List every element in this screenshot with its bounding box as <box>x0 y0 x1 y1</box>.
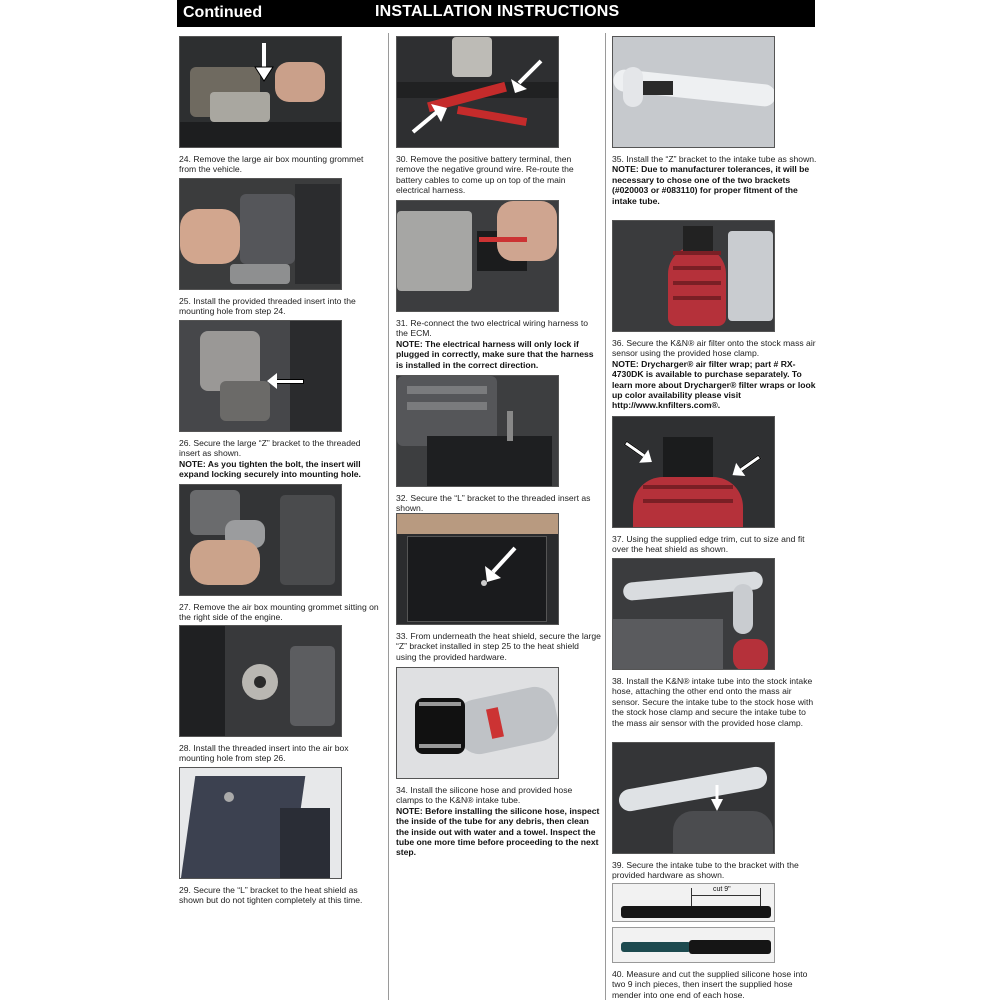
arrow-icon <box>252 41 276 85</box>
step-27-photo <box>179 484 342 596</box>
step-40-photo-mender <box>612 927 775 963</box>
step-28-caption: 28. Install the threaded insert into the air box mounting hole from step 26. <box>179 743 349 764</box>
step-33-photo <box>396 513 559 625</box>
step-34-note: NOTE: Before installing the silicone hose, inspect the inside of the tube for any debris, then clean the inside out with water and a towel. Inspect the tube one more time before proceeding to the next step. <box>396 805 600 858</box>
step-33 <box>396 513 601 662</box>
step-29-caption: 29. Secure the “L” bracket to the heat shield as shown but do not tighten completely at this time. <box>179 885 363 906</box>
step-39-caption: 39. Secure the intake tube to the bracket with the provided hardware as shown. <box>612 860 799 881</box>
step-27 <box>179 484 379 623</box>
step-27-caption: 27. Remove the air box mounting grommet sitting on the right side of the engine. <box>179 602 379 623</box>
step-36 <box>612 220 817 411</box>
step-34 <box>396 667 601 858</box>
continued-label: Continued <box>183 4 263 21</box>
step-26-caption: 26. Secure the large “Z” bracket to the threaded insert as shown. <box>179 438 361 459</box>
step-32-caption: 32. Secure the “L” bracket to the threaded insert as shown. <box>396 493 591 514</box>
step-37-photo <box>612 416 775 528</box>
step-35 <box>612 36 817 206</box>
step-35-photo <box>612 36 775 148</box>
step-26 <box>179 320 379 480</box>
step-30 <box>396 36 601 196</box>
arrow-icon <box>481 544 521 588</box>
step-24-photo <box>179 36 342 148</box>
page-title: INSTALLATION INSTRUCTIONS <box>375 3 620 20</box>
step-25-caption: 25. Install the provided threaded insert into the mounting hole from step 24. <box>179 296 356 317</box>
step-35-note: NOTE: Due to manufacturer tolerances, it will be necessary to chose one of the two brackets (#020003 or #083110) for proper fitment of the intake tube. <box>612 164 810 206</box>
step-31-note: NOTE: The electrical harness will only lock if plugged in correctly, make sure that the harness is installed in the correct direction. <box>396 338 594 370</box>
step-29-photo <box>179 767 342 879</box>
step-25 <box>179 178 379 317</box>
step-38 <box>612 558 817 728</box>
arrow-icon <box>739 455 762 473</box>
step-36-note: NOTE: Drycharger® air filter wrap; part # RX-4730DK is available to purchase separately. To learn more about Drycharger® filter wraps or look up color availability please visit http://www.knfilters.com®. <box>612 358 816 411</box>
step-37 <box>612 416 817 555</box>
step-39 <box>612 742 817 881</box>
arrow-icon <box>624 441 647 459</box>
step-40-caption: 40. Measure and cut the supplied silicone hose into two 9 inch pieces, then insert the supplied hose mender into one end of each hose. <box>612 969 808 1000</box>
step-39-photo <box>612 742 775 854</box>
arrow-icon <box>407 102 451 138</box>
step-37-caption: 37. Using the supplied edge trim, cut to size and fit over the heat shield as shown. <box>612 534 805 555</box>
step-29 <box>179 767 379 906</box>
step-28-photo <box>179 625 342 737</box>
arrow-icon <box>276 379 304 384</box>
step-35-caption: 35. Install the “Z” bracket to the intake tube as shown. <box>612 154 817 164</box>
step-34-caption: 34. Install the silicone hose and provided hose clamps to the K&N® intake tube. <box>396 785 573 806</box>
step-24 <box>179 36 379 175</box>
step-38-photo <box>612 558 775 670</box>
step-38-caption: 38. Install the K&N® intake tube into the stock intake hose, attaching the other end onto the mass air sensor. Secure the intake tube to the stock hose with the stock hose clamp and secure the intake tube to the mass air sensor with the provided hose clamp. <box>612 676 814 728</box>
step-34-photo <box>396 667 559 779</box>
step-31 <box>396 200 601 370</box>
step-36-caption: 36. Secure the K&N® air filter onto the stock mass air sensor using the provided hose clamp. <box>612 338 816 359</box>
arrow-icon <box>709 783 725 813</box>
step-26-note: NOTE: As you tighten the bolt, the insert will expand locking securely into mounting hole. <box>179 458 361 480</box>
step-36-photo <box>612 220 775 332</box>
column-divider-2 <box>605 33 606 1000</box>
step-31-photo <box>396 200 559 312</box>
arrow-icon <box>507 57 547 97</box>
step-40 <box>612 883 817 1000</box>
step-24-caption: 24. Remove the large air box mounting grommet from the vehicle. <box>179 154 364 175</box>
step-28 <box>179 625 379 764</box>
step-32 <box>396 375 601 514</box>
step-33-caption: 33. From underneath the heat shield, secure the large “Z” bracket installed in step 25 to the heat shield using the provided hardware. <box>396 631 601 662</box>
step-40-photo-cut <box>612 883 775 922</box>
cut-label: cut 9" <box>713 886 731 893</box>
step-31-caption: 31. Re-connect the two electrical wiring harness to the ECM. <box>396 318 589 339</box>
step-25-photo <box>179 178 342 290</box>
step-30-caption: 30. Remove the positive battery terminal, then remove the negative ground wire. Re-route the battery cables to come up on top of the main electrical harness. <box>396 154 574 196</box>
column-divider-1 <box>388 33 389 1000</box>
page-header <box>177 0 815 27</box>
step-32-photo <box>396 375 559 487</box>
step-30-photo <box>396 36 559 148</box>
step-26-photo <box>179 320 342 432</box>
